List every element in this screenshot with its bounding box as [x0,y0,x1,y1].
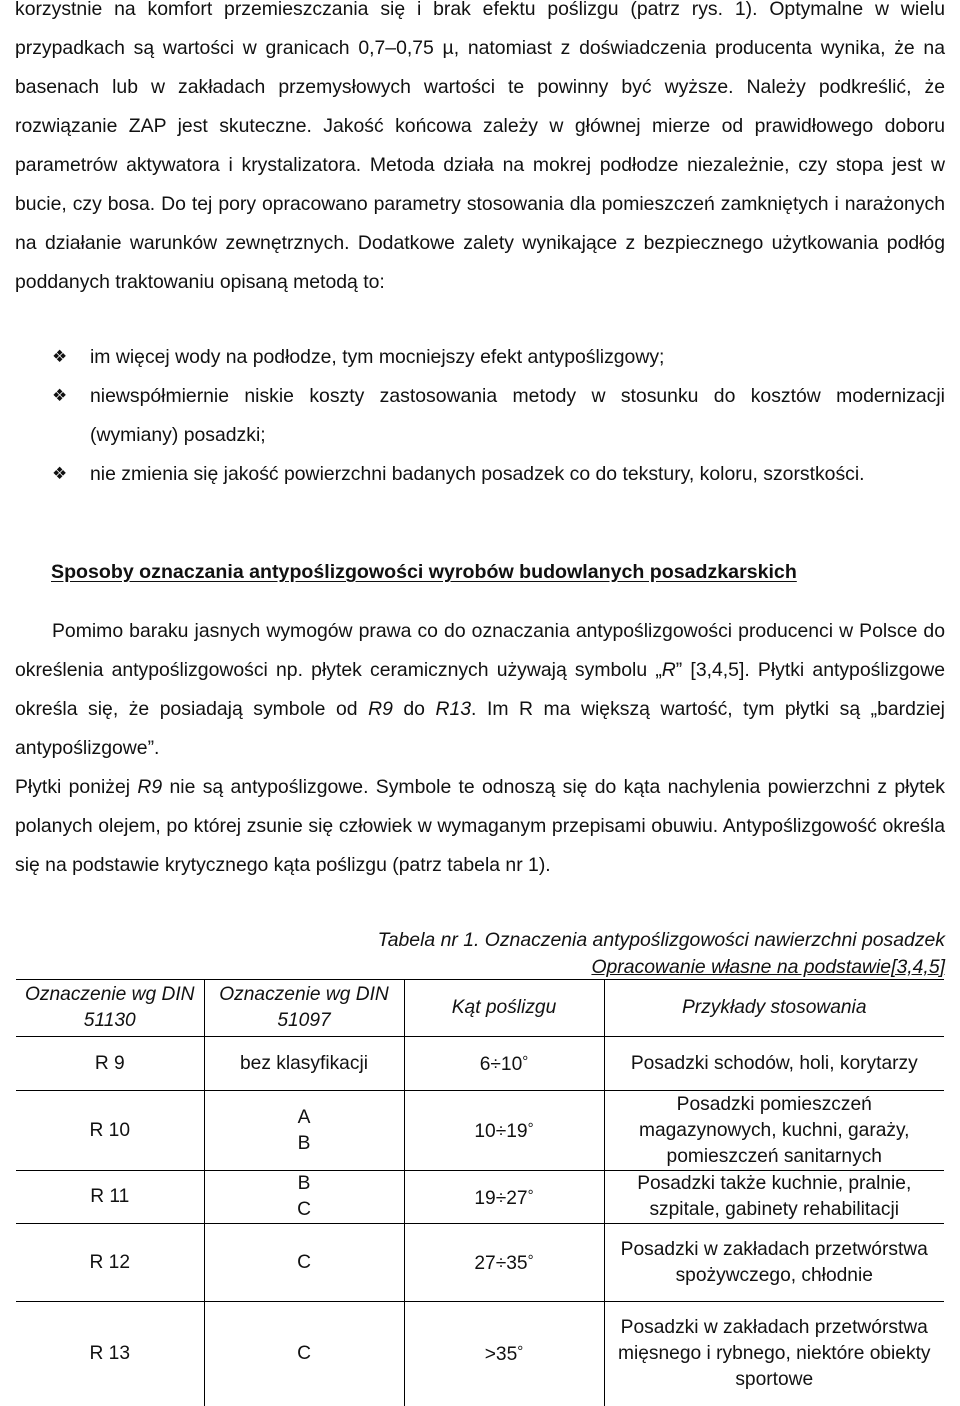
class-value: A [297,1106,311,1128]
marking-text-b: ” [3,4,5]. Płytki antypoślizgowe określa się, że posiadają symbole od [15,659,945,720]
section-heading: Sposoby oznaczania antypoślizgowości wyrobów budowlanych posadzkarskich [51,561,797,583]
class-value: C [297,1199,311,1220]
marking-text-c: do [392,698,436,720]
cell-din51097 [204,1091,404,1171]
list-item-text: niewspółmiernie niskie koszty zastosowania metody w stosunku do kosztów modernizacji (wymiany) posadzki; [90,385,945,446]
diamond-bullet-icon: ❖ [52,347,68,367]
cell-angle [404,1302,604,1406]
header-usage: Przykłady stosowania [604,980,944,1037]
anti-slip-table [16,979,944,1406]
class-value: bez klasyfikacji [240,1052,368,1074]
marking-text-a: Pomimo baraku jasnych wymogów prawa co do oznaczania antypoślizgowości producenci w Polsce do określenia antypoślizgowości np. płytek ceramicznych używają symbolu „ [15,620,945,681]
cell-usage: Posadzki także kuchnie, pralnie, szpitale, gabinety rehabilitacji [604,1171,944,1224]
cell-din51130: R 13 [16,1302,204,1406]
cell-din51130: R 9 [16,1037,204,1091]
angle-value: >35 [484,1344,518,1366]
cell-din51097 [204,1302,404,1406]
degree-sign: ° [517,1343,524,1361]
angle-paragraph [15,768,945,885]
cell-din51097 [204,1037,404,1091]
table-caption: Tabela nr 1. Oznaczenia antypoślizgowości nawierzchni posadzek [377,929,945,951]
angle-text-b: nie są antypoślizgowe. Symbole te odnoszą się do kąta nachylenia powierzchni z płytek polanych olejem, po której zsunie się człowiek w wymaganym przepisami obuwiu. Antypoślizgowość określa się na podstawie krytycznego kąta poślizgu (patrz tabela nr 1). [15,776,945,876]
angle-value: 19÷27 [474,1187,528,1209]
cell-angle [404,1224,604,1302]
table-row [16,1302,944,1406]
symbol-r13: R13 [435,698,472,720]
table-source: Opracowanie własne na podstawie[3,4,5] [591,956,945,978]
table-row [16,1091,944,1171]
cell-din51130: R 12 [16,1224,204,1302]
symbol-r9: R9 [137,776,163,798]
cell-din51097 [204,1171,404,1224]
cell-angle [404,1091,604,1171]
class-value: C [297,1342,311,1364]
symbol-r9: R9 [368,698,393,720]
cell-angle [404,1171,604,1224]
diamond-bullet-icon: ❖ [52,464,68,484]
cell-usage: Posadzki w zakładach przetwórstwa mięsnego i rybnego, niektóre obiekty sportowe [604,1302,944,1406]
list-item [15,377,945,455]
cell-usage: Posadzki pomieszczeń magazynowych, kuchni, garaży, pomieszczeń sanitarnych [604,1091,944,1171]
list-item-text: im więcej wody na podłodze, tym mocniejszy efekt antypoślizgowy; [90,346,665,368]
table-row [16,1171,944,1224]
angle-text-a: Płytki poniżej [15,776,138,798]
table-row [16,1224,944,1302]
table-header-row [16,980,944,1037]
cell-din51130: R 11 [16,1171,204,1224]
cell-din51130: R 10 [16,1091,204,1171]
marking-paragraph [15,612,945,768]
cell-usage: Posadzki w zakładach przetwórstwa spożywczego, chłodnie [604,1224,944,1302]
header-din51130: Oznaczenie wg DIN 51130 [16,980,204,1037]
cell-usage: Posadzki schodów, holi, korytarzy [604,1037,944,1091]
degree-sign: ° [522,1053,529,1070]
table-row [16,1037,944,1091]
class-value: B [297,1132,311,1154]
symbol-r: R [661,659,676,681]
angle-value: 10÷19 [474,1121,528,1142]
list-item [15,455,945,494]
list-item-text: nie zmienia się jakość powierzchni badanych posadzek co do tekstury, koloru, szorstkości. [90,463,865,485]
header-angle: Kąt poślizgu [404,980,604,1037]
marking-text-d: . Im R ma większą wartość, tym płytki są „bardziej antypoślizgowe”. [15,698,945,759]
degree-sign: ° [527,1186,534,1204]
angle-value: 27÷35 [474,1253,528,1274]
intro-paragraph: korzystnie na komfort przemieszczania się i brak efektu poślizgu (patrz rys. 1). Optymalne w wielu przypadkach są wartości w granicach 0,7–0,75 µ, natomiast z doświadczenia producenta wynika, że na basenach lub w zakładach przemysłowych wartości te powinny być wyższe. Należy podkreślić, że rozwiązanie ZAP jest skuteczne. Jakość końcowa zależy w głównej mierze od prawidłowego doboru parametrów aktywatora i krystalizatora. Metoda działa na mokrej podłodze niezależnie, czy stopa jest w bucie, czy bosa. Do tej pory opracowano parametry stosowania dla pomieszczeń zamkniętych i narażonych na działanie warunków zewnętrznych. Dodatkowe zalety wynikające z bezpiecznego użytkowania podłóg poddanych traktowaniu opisaną metodą to: [15,0,945,293]
angle-value: 6÷10 [479,1054,523,1075]
degree-sign: ° [527,1252,534,1269]
class-value: C [297,1251,311,1273]
degree-sign: ° [527,1120,534,1137]
list-item [15,338,945,377]
cell-angle [404,1037,604,1091]
class-value: B [297,1173,311,1194]
cell-din51097 [204,1224,404,1302]
advantages-list [15,338,945,494]
diamond-bullet-icon: ❖ [52,386,68,406]
header-din51097: Oznaczenie wg DIN 51097 [204,980,404,1037]
